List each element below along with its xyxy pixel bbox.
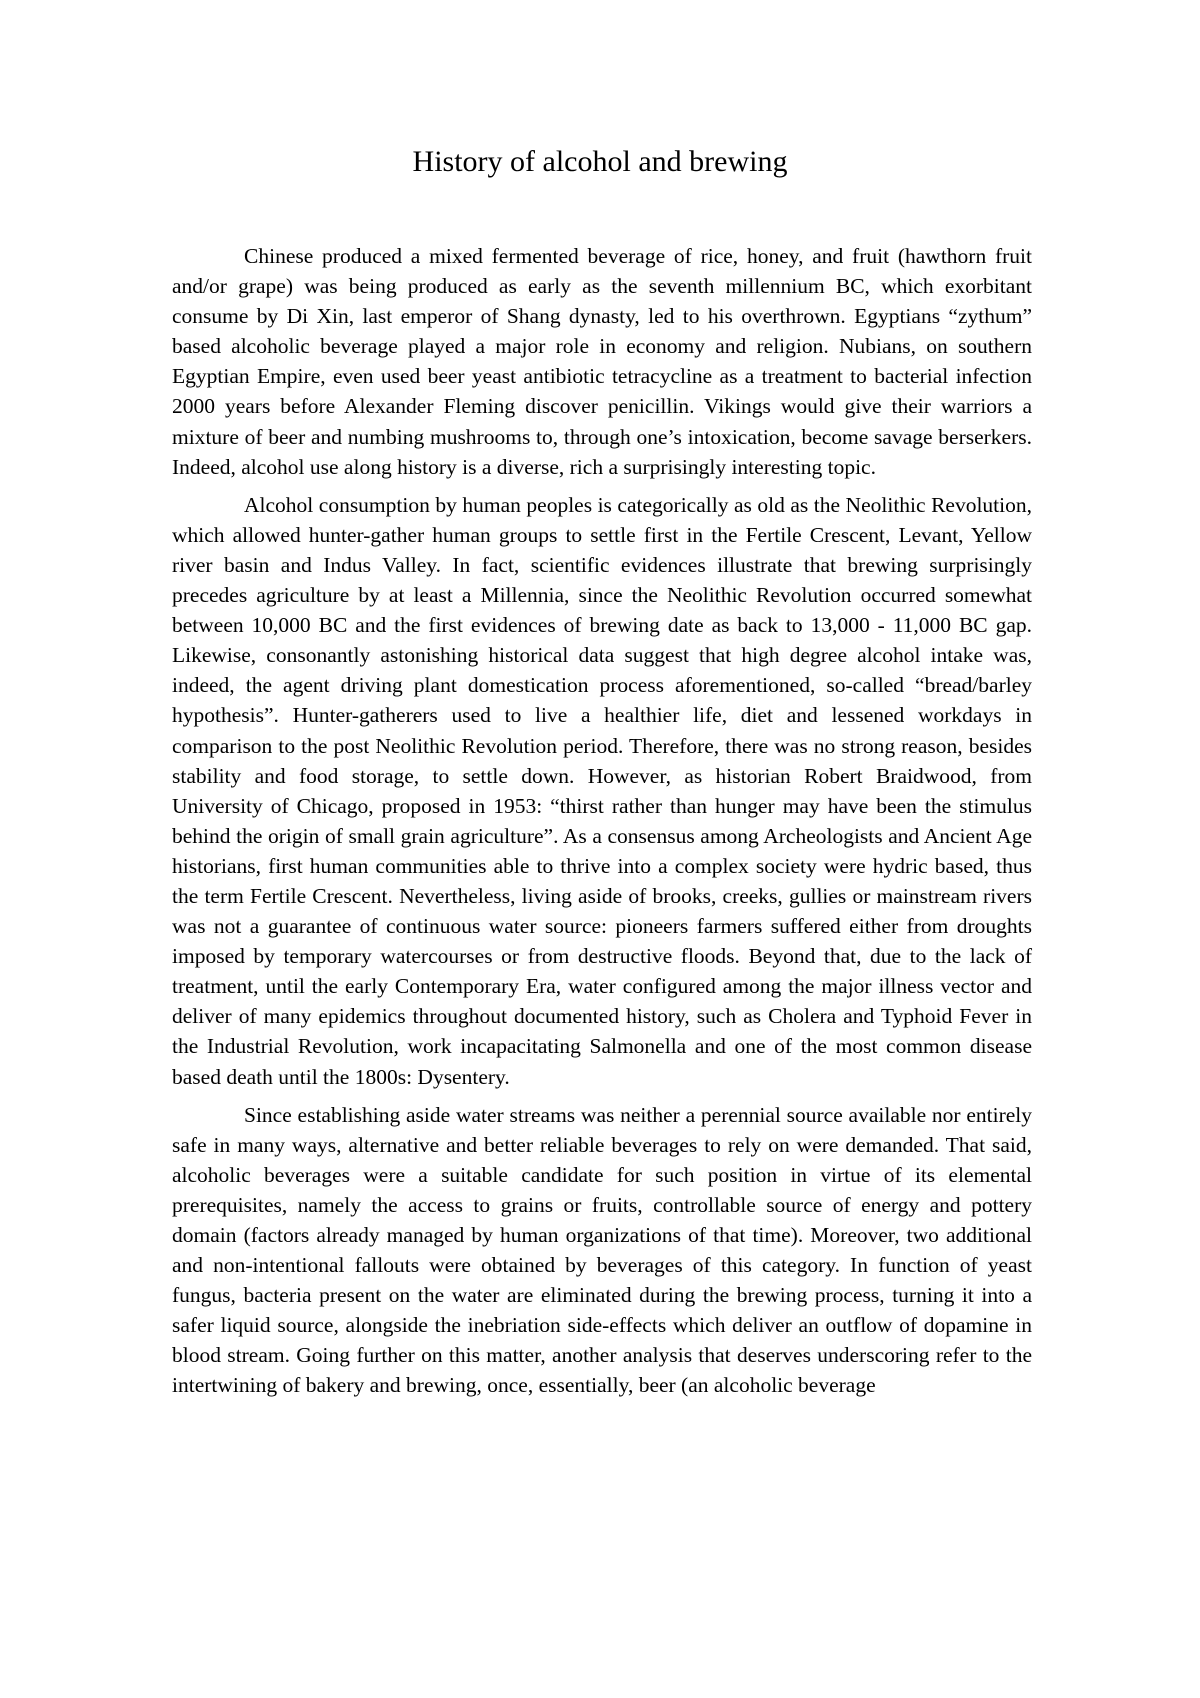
- paragraph-2: Alcohol consumption by human peoples is categorically as old as the Neolithic Revolution, which allowed hunter-gather human groups to settle first in the Fertile Crescent, Levant, Yellow river basin and Indus Valley. In fact, scientific evidences illustrate that brewing surprisingly precedes agriculture by at least a Millennia, since the Neolithic Revolution occurred somewhat between 10,000 BC and the first evidences of brewing date as back to 13,000 - 11,000 BC gap. Likewise, consonantly astonishing historical data suggest that high degree alcohol intake was, indeed, the agent driving plant domestication process aforementioned, so-called “bread/barley hypothesis”. Hunter-gatherers used to live a healthier life, diet and lessened workdays in comparison to the post Neolithic Revolution period. Therefore, there was no strong reason, besides stability and food storage, to settle down. However, as historian Robert Braidwood, from University of Chicago, proposed in 1953: “thirst rather than hunger may have been the stimulus behind the origin of small grain agriculture”. As a consensus among Archeologists and Ancient Age historians, first human communities able to thrive into a complex society were hydric based, thus the term Fertile Crescent. Nevertheless, living aside of brooks, creeks, gullies or mainstream rivers was not a guarantee of continuous water source: pioneers farmers suffered either from droughts imposed by temporary watercourses or from destructive floods. Beyond that, due to the lack of treatment, until the early Contemporary Era, water configured among the major illness vector and deliver of many epidemics throughout documented history, such as Cholera and Typhoid Fever in the Industrial Revolution, work incapacitating Salmonella and one of the most common disease based death until the 1800s: Dysentery.: [172, 492, 1032, 1089]
- paragraph-3: Since establishing aside water streams was neither a perennial source available nor entirely safe in many ways, alternative and better reliable beverages to rely on were demanded. That said, alcoholic beverages were a suitable candidate for such position in virtue of its elemental prerequisites, namely the access to grains or fruits, controllable source of energy and pottery domain (factors already managed by human organizations of that time). Moreover, two additional and non-intentional fallouts were obtained by beverages of this category. In function of yeast fungus, bacteria present on the water are eliminated during the brewing process, turning it into a safer liquid source, alongside the inebriation side-effects which deliver an outflow of dopamine in blood stream. Going further on this matter, another analysis that deserves underscoring refer to the intertwining of bakery and brewing, once, essentially, beer (an alcoholic beverage: [172, 1102, 1032, 1398]
- paragraph-1: Chinese produced a mixed fermented beverage of rice, honey, and fruit (hawthorn fruit and/or grape) was being produced as early as the seventh millennium BC, which exorbitant consume by Di Xin, last emperor of Shang dynasty, led to his overthrown. Egyptians “zythum” based alcoholic beverage played a major role in economy and religion. Nubians, on southern Egyptian Empire, even used beer yeast antibiotic tetracycline as a treatment to bacterial infection 2000 years before Alexander Fleming discover penicillin. Vikings would give their warriors a mixture of beer and numbing mushrooms to, through one’s intoxication, become savage berserkers. Indeed, alcohol use along history is a diverse, rich a surprisingly interesting topic.: [172, 244, 1032, 479]
- document-title: History of alcohol and brewing: [412, 145, 788, 178]
- document-body: [172, 241, 1032, 1409]
